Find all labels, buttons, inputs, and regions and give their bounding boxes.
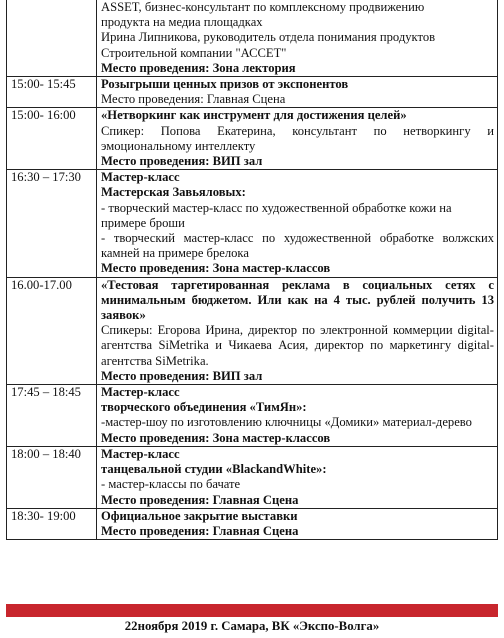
- event-cell: [97, 108, 498, 170]
- event-heading-line: Мастерская Завьяловых:: [101, 185, 246, 200]
- event-text-line: Строительной компании "АССЕТ": [101, 45, 287, 60]
- red-band: [6, 604, 498, 617]
- event-heading-line: Место проведения: Зона мастер-классов: [101, 261, 331, 276]
- event-heading-line: Место проведения: Главная Сцена: [101, 523, 299, 538]
- event-heading-line: Розыгрыши ценных призов от экспонентов: [101, 77, 349, 92]
- event-heading-line: «Тестовая таргетированная реклама в социальных сетях с минимальным бюджетом. Или как на 4 тыс. рублей получить 13 заявок»: [101, 277, 494, 323]
- event-text-line: Спикеры: Егорова Ирина, директор по электронной коммерции digital-агентства SiMetrika и Чикаева Асия, директор по маркетингу digital-агентства SiMetrika.: [101, 323, 494, 368]
- event-heading-line: Место проведения: Зона мастер-классов: [101, 430, 331, 445]
- event-text-line: - творческий мастер-класс по художественной обработке кожи на примере броши: [101, 200, 452, 230]
- event-text-line: -мастер-шоу по изготовлению ключницы «Домики» материал-дерево: [101, 415, 472, 430]
- event-text-line: продукта на медиа площадках: [101, 15, 263, 30]
- time-cell: 18:30- 19:00: [7, 508, 97, 539]
- time-cell: 18:00 – 18:40: [7, 446, 97, 508]
- event-heading-line: «Нетворкинг как инструмент для достижения целей»: [101, 108, 407, 123]
- event-heading-line: Мастер-класс: [101, 446, 180, 461]
- event-cell: [97, 277, 498, 384]
- schedule-row: [7, 385, 498, 447]
- event-heading-line: Мастер-класс: [101, 170, 180, 185]
- event-cell: [97, 508, 498, 539]
- schedule-row: [7, 0, 498, 77]
- event-text-line: - мастер-классы по бачате: [101, 477, 241, 492]
- event-text-line: Ирина Липникова, руководитель отдела понимания продуктов: [101, 30, 436, 45]
- schedule-row: [7, 446, 498, 508]
- event-cell: [97, 0, 498, 77]
- event-text-line: - творческий мастер-класс по художественной обработке волжских камней на примере брелока: [101, 231, 494, 261]
- schedule-row: [7, 277, 498, 384]
- time-cell: 17:45 – 18:45: [7, 385, 97, 447]
- schedule-row: [7, 108, 498, 170]
- schedule-row: [7, 77, 498, 108]
- event-heading-line: Мастер-класс: [101, 385, 180, 400]
- event-cell: [97, 77, 498, 108]
- event-heading-line: Место проведения: ВИП зал: [101, 368, 263, 383]
- event-cell: [97, 446, 498, 508]
- event-cell: [97, 385, 498, 447]
- event-text-line: Спикер: Попова Екатерина, консультант по нетворкингу и эмоциональному интеллекту: [101, 123, 494, 153]
- schedule-body: [7, 0, 498, 540]
- schedule-row: [7, 508, 498, 539]
- event-text-line: Место проведения: Главная Сцена: [101, 92, 286, 107]
- footer-caption: 22ноября 2019 г. Самара, ВК «Экспо-Волга»: [124, 619, 380, 633]
- time-cell: 16.00-17.00: [7, 277, 97, 384]
- event-heading-line: творческого объединения «ТимЯн»:: [101, 400, 307, 415]
- time-cell: 15:00- 15:45: [7, 77, 97, 108]
- event-heading-line: Место проведения: Зона лектория: [101, 60, 296, 75]
- time-cell: [7, 0, 97, 77]
- schedule-row: [7, 170, 498, 277]
- schedule-table: [6, 0, 498, 540]
- event-heading-line: Место проведения: Главная Сцена: [101, 492, 299, 507]
- event-heading-line: танцевальной студии «BlackandWhite»:: [101, 462, 327, 477]
- event-heading-line: Официальное закрытие выставки: [101, 508, 298, 523]
- time-cell: 16:30 – 17:30: [7, 170, 97, 277]
- event-heading-line: Место проведения: ВИП зал: [101, 154, 263, 169]
- time-cell: 15:00- 16:00: [7, 108, 97, 170]
- event-cell: [97, 170, 498, 277]
- event-text-line: ASSET, бизнес-консультант по комплексному продвижению: [101, 0, 425, 14]
